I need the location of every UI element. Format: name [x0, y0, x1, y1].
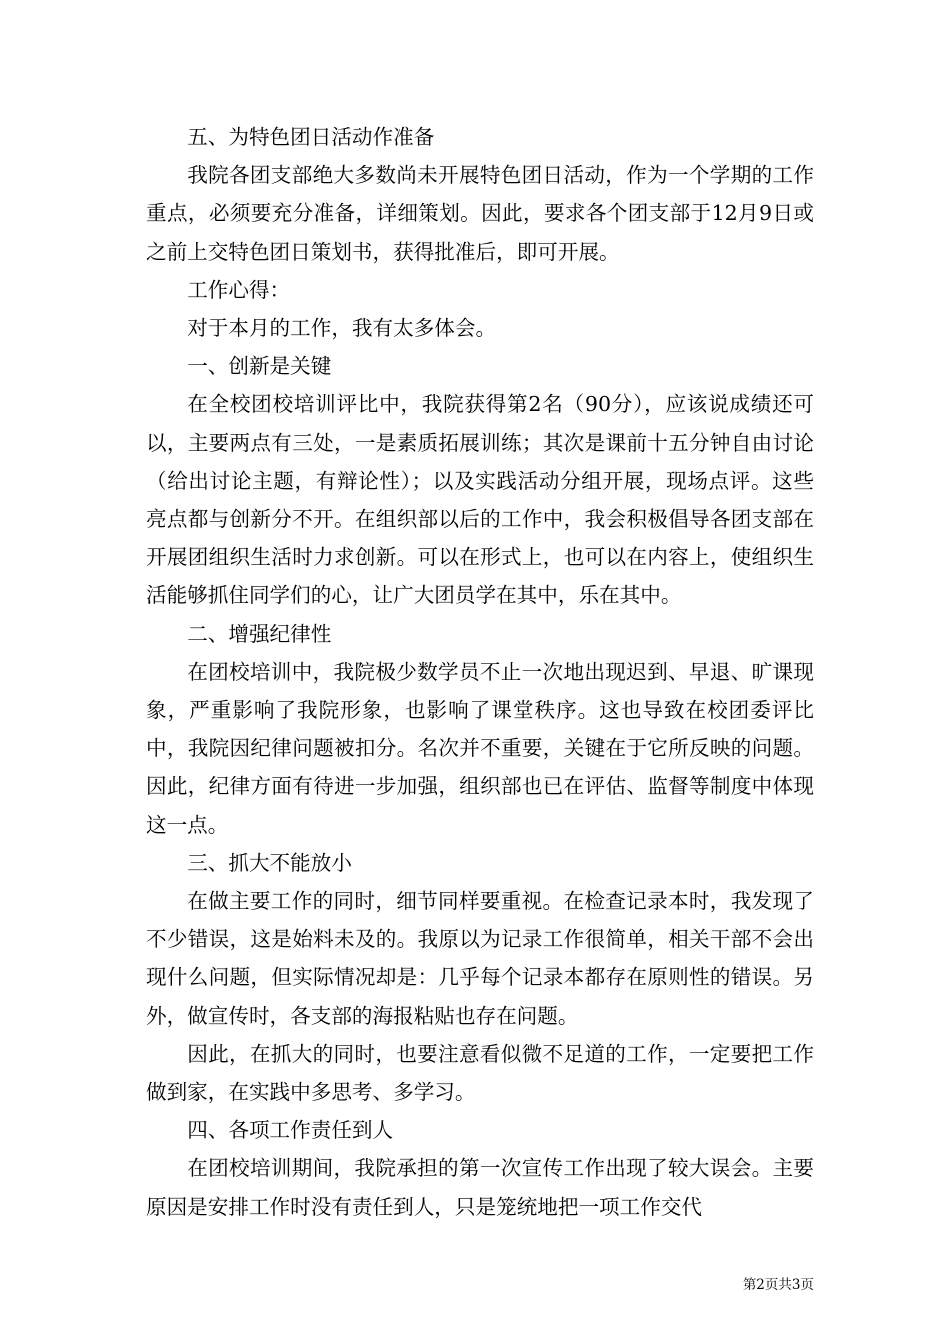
- section-heading-work-insights: 工作心得：: [187, 277, 291, 302]
- section-heading-details: 三、抓大不能放小: [187, 850, 352, 875]
- paragraph-intro: 对于本月的工作，我有太多体会。: [187, 316, 497, 341]
- paragraph-details-conclusion: 因此，在抓大的同时，也要注意看似微不足道的工作，一定要把工作做到家，在实践中多思考、多学习。: [146, 1041, 814, 1105]
- page-number-footer: 第2页共3页: [742, 1277, 814, 1293]
- paragraph-details: 在做主要工作的同时，细节同样要重视。在检查记录本时，我发现了不少错误，这是始料未及的。我原以为记录工作很简单，相关干部不会出现什么问题，但实际情况却是：几乎每个记录本都存在原则性的错误。另外，做宣传时，各支部的海报粘贴也存在问题。: [146, 889, 814, 1028]
- section-heading-activity-prep: 五、为特色团日活动作准备: [187, 125, 435, 149]
- section-heading-discipline: 二、增强纪律性: [187, 621, 332, 646]
- document-body: [146, 118, 814, 1226]
- section-heading-responsibility: 四、各项工作责任到人: [187, 1118, 394, 1143]
- paragraph-innovation: 在全校团校培训评比中，我院获得第2名（90分），应该说成绩还可以，主要两点有三处，一是素质拓展训练；其次是课前十五分钟自由讨论（给出讨论主题，有辩论性）；以及实践活动分组开展，现场点评。这些亮点都与创新分不开。在组织部以后的工作中，我会积极倡导各团支部在开展团组织生活时力求创新。可以在形式上，也可以在内容上，使组织生活能够抓住同学们的心，让广大团员学在其中，乐在其中。: [146, 392, 814, 608]
- section-heading-innovation: 一、创新是关键: [187, 354, 332, 379]
- paragraph-discipline: 在团校培训中，我院极少数学员不止一次地出现迟到、早退、旷课现象，严重影响了我院形象，也影响了课堂秩序。这也导致在校团委评比中，我院因纪律问题被扣分。名次并不重要，关键在于它所反映的问题。因此，纪律方面有待进一步加强，组织部也已在评估、监督等制度中体现这一点。: [146, 659, 814, 837]
- paragraph-responsibility: 在团校培训期间，我院承担的第一次宣传工作出现了较大误会。主要原因是安排工作时没有责任到人，只是笼统地把一项工作交代: [146, 1156, 814, 1219]
- paragraph-activity-prep: 我院各团支部绝大多数尚未开展特色团日活动，作为一个学期的工作重点，必须要充分准备，详细策划。因此，要求各个团支部于12月9日或之前上交特色团日策划书，获得批准后，即可开展。: [146, 163, 814, 264]
